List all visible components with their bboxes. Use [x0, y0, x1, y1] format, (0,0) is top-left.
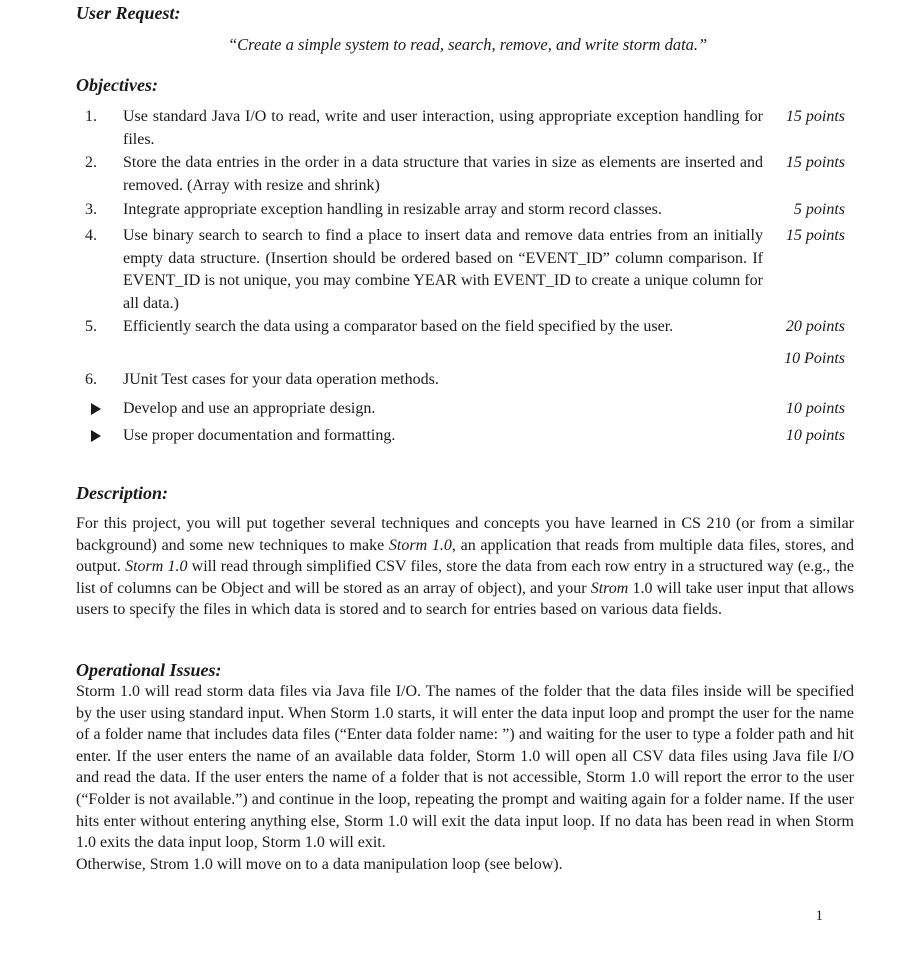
- bullet-text: Use proper documentation and formatting.: [123, 427, 396, 444]
- objective-item: [85, 106, 845, 152]
- objective-text: Efficiently search the data using a comparator based on the field specified by the user.: [123, 318, 674, 335]
- objective-item: [85, 199, 845, 225]
- objective-text: Use standard Java I/O to read, write and user interaction, using appropriate exception handling for files.: [123, 108, 763, 148]
- objectives-heading: Objectives:: [76, 75, 158, 95]
- objective-number: 2.: [85, 154, 97, 171]
- objective-item: [85, 350, 845, 396]
- objective-text: Use binary search to search to find a place to insert data and remove data entries from an initially empty data structure. (Insertion should be ordered based on “EVENT_ID” column comparison. If EVENT_ID is not unique, you may combine YEAR with EVENT_ID to create a unique column for all data.): [123, 227, 763, 312]
- user-request-heading: User Request:: [76, 3, 181, 23]
- objectives-list: [85, 106, 845, 452]
- bullet-points: 10 points: [785, 427, 845, 444]
- bullet-points: 10 points: [785, 400, 845, 417]
- objective-points: 10 Points: [784, 350, 845, 367]
- bullet-item: [85, 398, 845, 425]
- description-heading: Description:: [76, 483, 168, 503]
- bullet-item: [85, 425, 845, 452]
- operational-issues-heading: Operational Issues:: [76, 660, 222, 680]
- objective-points: 15 points: [785, 108, 845, 125]
- objective-item: [85, 225, 845, 316]
- operational-issues-body: Storm 1.0 will read storm data files via Java file I/O. The names of the folder that the data files inside will be specified by the user using standard input. When Storm 1.0 starts, it will enter the data input loop and prompt the user for the name of a folder name that includes data files (“Enter data folder name: ”) and waiting for the user to type a folder path and hit enter. If the user enters the name of an available data folder, Storm 1.0 will open all CSV data files using Java file I/O and read the data. If the user enters the name of a folder that is not accessible, Storm 1.0 will report the error to the user (“Folder is not available.”) and continue in the loop, repeating the prompt and waiting again for a folder name. If the user hits enter without entering anything else, Storm 1.0 will exit the data input loop. If no data has been read in when Storm 1.0 exits the data input loop, Storm 1.0 will exit. Otherwise, Strom 1.0 will move on to a data manipulation loop (see below).: [76, 683, 854, 873]
- objective-points: 20 points: [785, 318, 845, 335]
- bullet-text: Develop and use an appropriate design.: [123, 400, 376, 417]
- objective-text: JUnit Test cases for your data operation methods.: [123, 371, 439, 388]
- objective-points: 15 points: [785, 227, 845, 244]
- description-body: For this project, you will put together several techniques and concepts you have learned in CS 210 (or from a similar background) and some new techniques to make Storm 1.0, an application that reads from multiple data files, stores, and output. Storm 1.0 will read through simplified CSV files, store the data from each row entry in a structured way (e.g., the list of columns can be Object and will be stored as an array of object), and your Strom 1.0 will take user input that allows users to specify the files in which data is stored and to search for entries based on various data fields.: [76, 515, 855, 619]
- objective-number: 3.: [85, 201, 97, 218]
- user-request-quote: “Create a simple system to read, search, remove, and write storm data.”: [228, 35, 708, 54]
- bullet-arrow-icon: [85, 398, 111, 423]
- objective-number: 6.: [85, 371, 97, 388]
- objective-points: 5 points: [793, 201, 845, 218]
- page-number: 1: [815, 908, 823, 924]
- objective-points: 15 points: [785, 154, 845, 171]
- bullet-arrow-icon: [85, 425, 111, 450]
- objective-number: 1.: [85, 108, 97, 125]
- objective-text: Store the data entries in the order in a data structure that varies in size as elements are inserted and removed. (Array with resize and shrink): [123, 154, 763, 194]
- objective-number: 4.: [85, 227, 97, 244]
- objective-item: [85, 316, 845, 356]
- objective-text: Integrate appropriate exception handling in resizable array and storm record classes.: [123, 201, 662, 218]
- objective-number: 5.: [85, 318, 97, 335]
- objective-item: [85, 152, 845, 199]
